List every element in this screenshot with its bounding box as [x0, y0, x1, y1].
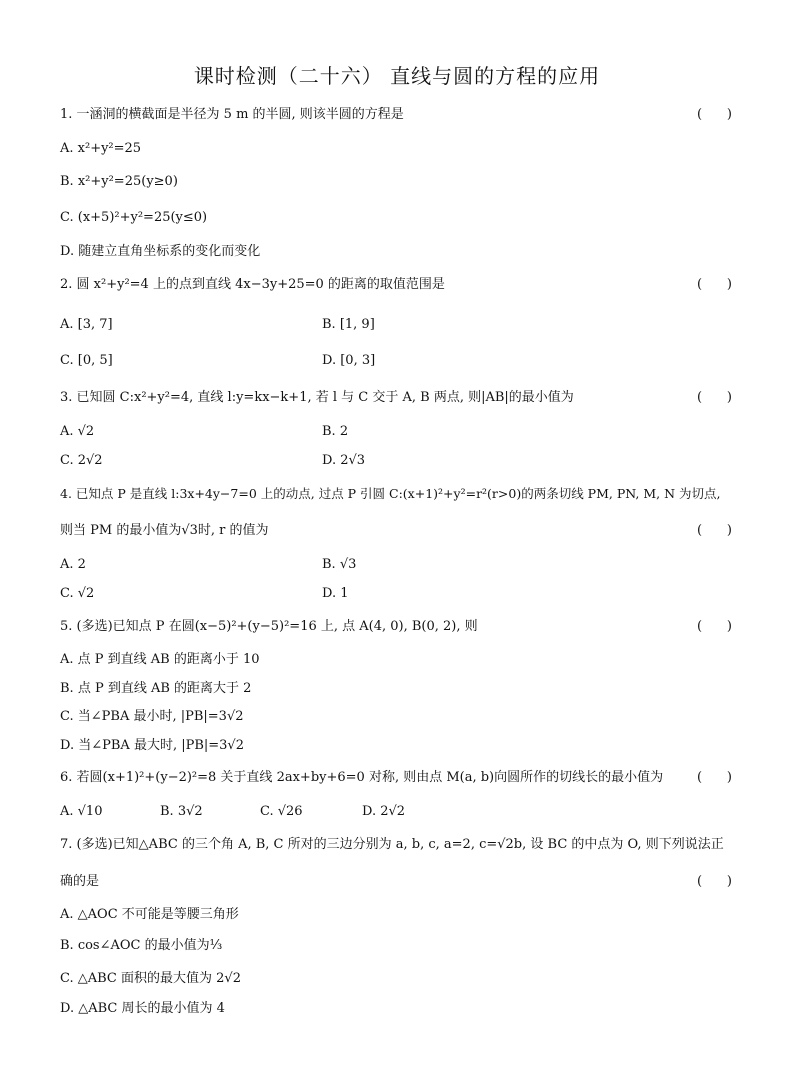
q4-option-b: B. √3 — [322, 557, 357, 572]
q7-option-c: C. △ABC 面积的最大值为 2√2 — [60, 971, 241, 986]
q1-option-c: C. (x+5)²+y²=25(y≤0) — [60, 210, 208, 225]
q2-answer-paren: ( ) — [697, 277, 732, 292]
q7-option-b: B. cos∠AOC 的最小值为⅓ — [60, 938, 223, 953]
q7-stem-line2: 确的是 — [60, 874, 100, 889]
q5-option-b: B. 点 P 到直线 AB 的距离大于 2 — [60, 681, 252, 696]
q2-option-d: D. [0, 3] — [322, 353, 376, 368]
q3-option-a: A. √2 — [60, 424, 95, 439]
q6-stem: 6. 若圆(x+1)²+(y−2)²=8 关于直线 2ax+by+6=0 对称, 则由点 M(a, b)向圆所作的切线长的最小值为 — [60, 770, 664, 785]
q6-option-c: C. √26 — [260, 804, 303, 819]
q3-option-b: B. 2 — [322, 424, 349, 439]
page-title: 课时检测（二十六） 直线与圆的方程的应用 — [193, 64, 601, 88]
q6-option-a: A. √10 — [60, 804, 103, 819]
q7-option-a: A. △AOC 不可能是等腰三角形 — [60, 907, 239, 922]
q5-option-c: C. 当∠PBA 最小时, |PB|=3√2 — [60, 709, 244, 724]
q4-stem-line1: 4. 已知点 P 是直线 l:3x+4y−7=0 上的动点, 过点 P 引圆 C:(x+1)²+y²=r²(r>0)的两条切线 PM, PN, M, N 为切点, — [60, 486, 721, 501]
q3-stem: 3. 已知圆 C:x²+y²=4, 直线 l:y=kx−k+1, 若 l 与 C 交于 A, B 两点, 则|AB|的最小值为 — [60, 390, 574, 405]
q1-option-a: A. x²+y²=25 — [60, 141, 142, 156]
q3-option-d: D. 2√3 — [322, 453, 366, 468]
q1-answer-paren: ( ) — [697, 107, 732, 122]
q1-stem: 1. 一涵洞的横截面是半径为 5 m 的半圆, 则该半圆的方程是 — [60, 107, 404, 122]
q4-option-d: D. 1 — [322, 586, 349, 601]
q5-option-d: D. 当∠PBA 最大时, |PB|=3√2 — [60, 738, 244, 753]
q1-option-b: B. x²+y²=25(y≥0) — [60, 174, 178, 189]
q4-stem-line2: 则当 PM 的最小值为√3时, r 的值为 — [60, 523, 269, 538]
q5-answer-paren: ( ) — [697, 619, 732, 634]
q4-answer-paren: ( ) — [697, 523, 732, 538]
q7-option-d: D. △ABC 周长的最小值为 4 — [60, 1001, 225, 1016]
q5-option-a: A. 点 P 到直线 AB 的距离小于 10 — [60, 652, 260, 667]
q7-stem-line1: 7. (多选)已知△ABC 的三个角 A, B, C 所对的三边分别为 a, b, c, a=2, c=√2b, 设 BC 的中点为 O, 则下列说法正 — [60, 837, 724, 852]
q6-answer-paren: ( ) — [697, 770, 732, 785]
q3-answer-paren: ( ) — [697, 390, 732, 405]
q6-option-b: B. 3√2 — [160, 804, 203, 819]
q3-option-c: C. 2√2 — [60, 453, 103, 468]
q1-option-d: D. 随建立直角坐标系的变化而变化 — [60, 244, 261, 259]
q6-option-d: D. 2√2 — [362, 804, 406, 819]
q2-option-b: B. [1, 9] — [322, 317, 375, 332]
q2-option-c: C. [0, 5] — [60, 353, 113, 368]
q5-stem: 5. (多选)已知点 P 在圆(x−5)²+(y−5)²=16 上, 点 A(4, 0), B(0, 2), 则 — [60, 619, 478, 634]
q4-option-a: A. 2 — [60, 557, 86, 572]
q4-option-c: C. √2 — [60, 586, 95, 601]
q2-option-a: A. [3, 7] — [60, 317, 113, 332]
q2-stem: 2. 圆 x²+y²=4 上的点到直线 4x−3y+25=0 的距离的取值范围是 — [60, 277, 445, 292]
q7-answer-paren: ( ) — [697, 874, 732, 889]
